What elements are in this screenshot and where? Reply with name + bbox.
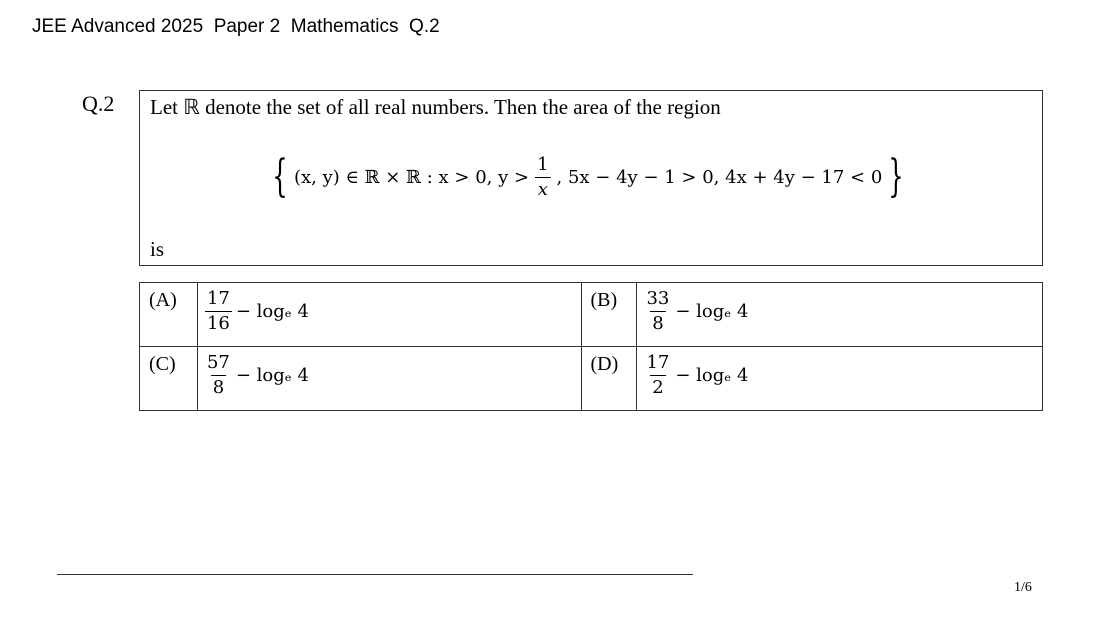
option-d-label[interactable]: (D)	[581, 347, 637, 411]
option-b-fraction	[644, 290, 671, 333]
option-a-value[interactable]	[197, 283, 581, 347]
option-b-denominator: 8	[652, 313, 664, 334]
options-row	[140, 283, 1043, 347]
option-d-value[interactable]	[637, 347, 1043, 411]
fraction-numerator: 1	[537, 153, 549, 175]
option-a-fraction	[205, 290, 232, 333]
option-c-label[interactable]: (C)	[140, 347, 198, 411]
fraction-denominator: x	[535, 177, 551, 199]
page-number: 1/6	[1014, 580, 1032, 595]
option-d-fraction	[644, 354, 671, 397]
question-number: Q.2	[82, 91, 115, 116]
question-intro: Let ℝ denote the set of all real numbers. Then the area of the region	[150, 95, 721, 119]
question-box	[139, 90, 1043, 266]
open-brace: {	[272, 151, 288, 202]
option-c-fraction	[205, 354, 232, 397]
set-condition-2: , 5x − 4y − 1 > 0, 4x + 4y − 17 < 0	[556, 166, 883, 188]
option-a-denominator: 16	[206, 313, 230, 334]
option-b-value[interactable]	[637, 283, 1043, 347]
option-a-log-term: − logₑ 4	[235, 301, 309, 322]
option-c-denominator: 8	[212, 377, 225, 398]
region-set-expression	[266, 147, 910, 207]
option-b-label[interactable]: (B)	[581, 283, 637, 347]
option-c-numerator: 57	[206, 352, 230, 373]
option-a-label[interactable]: (A)	[140, 283, 198, 347]
fraction-one-over-x	[534, 153, 551, 200]
option-d-denominator: 2	[652, 377, 664, 398]
option-d-numerator: 17	[646, 352, 670, 373]
close-brace: }	[888, 151, 904, 202]
options-table	[139, 282, 1043, 411]
set-condition-1: (x, y) ∈ ℝ × ℝ : x > 0, y >	[294, 166, 530, 188]
question-tail: is	[150, 237, 165, 261]
option-c-value[interactable]	[197, 347, 581, 411]
option-c-log-term: − logₑ 4	[235, 365, 309, 386]
page-header-title: JEE Advanced 2025 Paper 2 Mathematics Q.2	[32, 16, 440, 37]
option-a-numerator: 17	[206, 288, 230, 309]
footer-divider	[57, 574, 693, 575]
options-row	[140, 347, 1043, 411]
option-d-log-term: − logₑ 4	[675, 365, 749, 386]
option-b-numerator: 33	[646, 288, 670, 309]
option-b-log-term: − logₑ 4	[675, 301, 749, 322]
